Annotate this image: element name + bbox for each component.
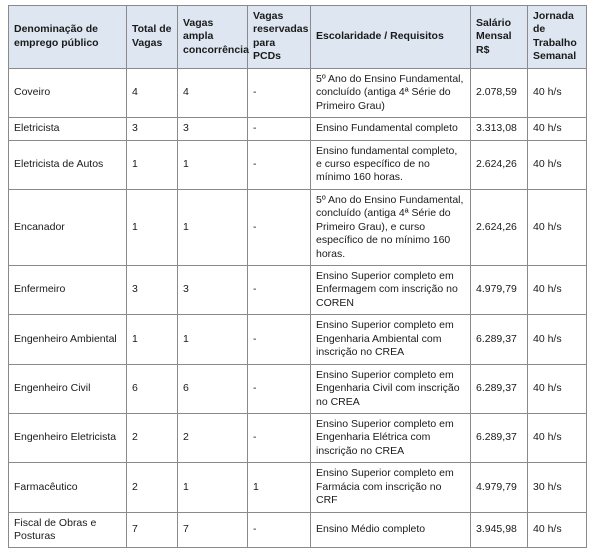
cell-total-vagas [127,413,178,462]
cell-jornada [528,68,587,117]
cell-jornada [528,140,587,189]
cell-denominacao [9,315,127,364]
table-header [9,6,587,69]
cell-jornada [528,463,587,512]
cell-denominacao-text: Farmacêutico [14,480,78,493]
cell-vagas-pcd-text: - [253,220,257,233]
cell-total-vagas-text: 6 [132,382,138,395]
cell-vagas-pcd [248,413,311,462]
cell-vagas-ampla-text: 6 [183,382,189,395]
cell-jornada-text: 40 h/s [533,523,562,536]
cell-vagas-ampla-text: 1 [183,480,189,493]
cell-denominacao [9,189,127,265]
vacancy-table-container [8,5,586,548]
cell-salario [471,315,528,364]
cell-total-vagas [127,189,178,265]
cell-salario-text: 3.313,08 [476,122,517,135]
cell-denominacao [9,463,127,512]
cell-total-vagas-text: 1 [132,157,138,170]
table-body [9,68,587,548]
table-row [9,315,587,364]
cell-total-vagas-text: 2 [132,480,138,493]
cell-total-vagas-text: 2 [132,431,138,444]
cell-denominacao [9,266,127,315]
cell-denominacao-text: Engenheiro Ambiental [14,332,117,345]
cell-salario-text: 4.979,79 [476,283,517,296]
cell-escolaridade [311,118,471,140]
cell-total-vagas [127,140,178,189]
cell-escolaridade [311,189,471,265]
cell-jornada-text: 40 h/s [533,157,562,170]
cell-vagas-pcd-text: - [253,122,257,135]
cell-salario [471,413,528,462]
cell-salario [471,68,528,117]
table-row [9,413,587,462]
cell-escolaridade [311,266,471,315]
cell-total-vagas-text: 4 [132,86,138,99]
cell-jornada-text: 40 h/s [533,431,562,444]
cell-vagas-ampla-text: 1 [183,220,189,233]
table-row [9,68,587,117]
cell-denominacao [9,118,127,140]
cell-vagas-pcd-text: - [253,523,257,536]
cell-vagas-ampla [178,512,248,548]
cell-total-vagas [127,463,178,512]
cell-vagas-ampla-text: 3 [183,122,189,135]
cell-vagas-ampla [178,463,248,512]
cell-denominacao-text: Engenheiro Civil [14,382,91,395]
cell-salario-text: 6.289,37 [476,431,517,444]
cell-total-vagas-text: 3 [132,283,138,296]
cell-salario-text: 2.624,26 [476,220,517,233]
column-header-salario: Salário Mensal R$ [471,6,528,69]
table-row [9,189,587,265]
cell-vagas-pcd-text: - [253,431,257,444]
cell-jornada-text: 40 h/s [533,283,562,296]
cell-denominacao-text: Fiscal de Obras e Posturas [14,516,97,542]
cell-escolaridade-text: Ensino Médio completo [316,523,426,536]
cell-jornada-text: 40 h/s [533,86,562,99]
cell-vagas-pcd [248,364,311,413]
table-row [9,512,587,548]
cell-vagas-pcd [248,463,311,512]
cell-total-vagas-text: 1 [132,332,138,345]
cell-salario [471,512,528,548]
cell-total-vagas [127,266,178,315]
cell-salario-text: 6.289,37 [476,332,517,345]
cell-salario [471,189,528,265]
table-row [9,266,587,315]
cell-vagas-ampla [178,413,248,462]
cell-denominacao-text: Coveiro [14,86,51,99]
cell-denominacao [9,364,127,413]
cell-jornada-text: 40 h/s [533,332,562,345]
cell-escolaridade-text: Ensino Superior completo em Enfermagem com inscrição no COREN [316,270,458,309]
header-row [9,6,587,69]
cell-vagas-pcd [248,512,311,548]
cell-jornada [528,512,587,548]
cell-total-vagas-text: 7 [132,523,138,536]
cell-escolaridade-text: 5º Ano do Ensino Fundamental, concluído (antiga 4ª Série do Primeiro Grau), e curso específico de no mínimo 160 horas. [316,193,464,260]
cell-vagas-ampla [178,364,248,413]
cell-denominacao [9,512,127,548]
cell-vagas-pcd [248,140,311,189]
cell-escolaridade [311,140,471,189]
cell-vagas-ampla [178,266,248,315]
cell-jornada [528,364,587,413]
cell-denominacao-text: Eletricista [14,122,60,135]
cell-denominacao-text: Enfermeiro [14,283,66,296]
cell-vagas-pcd [248,189,311,265]
cell-vagas-ampla [178,189,248,265]
cell-denominacao [9,68,127,117]
cell-jornada-text: 30 h/s [533,480,562,493]
cell-escolaridade-text: Ensino Superior completo em Farmácia com inscrição no CRF [316,467,454,507]
cell-vagas-pcd-text: - [253,86,257,99]
cell-vagas-ampla [178,140,248,189]
cell-escolaridade-text: Ensino Superior completo em Engenharia Elétrica com inscrição no CREA [316,417,454,457]
cell-denominacao-text: Engenheiro Eletricista [14,431,117,444]
cell-jornada [528,266,587,315]
cell-jornada [528,118,587,140]
cell-salario-text: 2.624,26 [476,157,517,170]
column-header-total-vagas: Total de Vagas [127,6,178,69]
cell-vagas-ampla [178,315,248,364]
cell-jornada [528,315,587,364]
cell-salario [471,118,528,140]
cell-vagas-pcd-text: - [253,382,257,395]
cell-escolaridade [311,413,471,462]
cell-vagas-pcd-text: - [253,157,257,170]
cell-jornada-text: 40 h/s [533,220,562,233]
cell-escolaridade-text: Ensino Fundamental completo [316,122,458,135]
cell-escolaridade [311,364,471,413]
cell-escolaridade [311,68,471,117]
cell-total-vagas [127,68,178,117]
cell-denominacao-text: Eletricista de Autos [14,157,104,170]
cell-jornada-text: 40 h/s [533,382,562,395]
cell-escolaridade-text: Ensino Superior completo em Engenharia Ambiental com inscrição no CREA [316,319,454,359]
cell-total-vagas [127,315,178,364]
cell-vagas-pcd [248,266,311,315]
cell-vagas-ampla-text: 1 [183,157,189,170]
column-header-jornada: Jornada de Trabalho Semanal [528,6,587,69]
cell-vagas-pcd [248,315,311,364]
column-header-vagas-pcd: Vagas reservadas para PCDs [248,6,311,69]
cell-total-vagas [127,118,178,140]
cell-escolaridade-text: Ensino Superior completo em Engenharia Civil com inscrição no CREA [316,368,460,408]
cell-vagas-pcd-text: - [253,283,257,296]
column-header-escolaridade: Escolaridade / Requisitos [311,6,471,69]
cell-salario [471,364,528,413]
cell-vagas-ampla [178,118,248,140]
cell-denominacao [9,413,127,462]
table-row [9,118,587,140]
cell-vagas-pcd [248,118,311,140]
cell-salario [471,463,528,512]
table-row [9,364,587,413]
cell-vagas-ampla-text: 2 [183,431,189,444]
cell-escolaridade [311,512,471,548]
cell-denominacao [9,140,127,189]
column-header-denominacao: Denominação de emprego público [9,6,127,69]
cell-vagas-ampla-text: 7 [183,523,189,536]
cell-escolaridade [311,463,471,512]
public-employment-vacancy-table [8,5,587,548]
cell-total-vagas [127,512,178,548]
cell-salario [471,266,528,315]
cell-vagas-pcd [248,68,311,117]
cell-vagas-ampla-text: 3 [183,283,189,296]
cell-salario-text: 2.078,59 [476,86,517,99]
cell-salario-text: 4.979,79 [476,480,517,493]
cell-escolaridade-text: 5º Ano do Ensino Fundamental, concluído (antiga 4ª Série do Primeiro Grau) [316,72,464,112]
cell-salario-text: 3.945,98 [476,523,517,536]
cell-escolaridade [311,315,471,364]
cell-escolaridade-text: Ensino fundamental completo, e curso específico de no mínimo 160 horas. [316,144,458,184]
cell-total-vagas-text: 1 [132,220,138,233]
cell-vagas-ampla-text: 4 [183,86,189,99]
cell-jornada [528,413,587,462]
table-row [9,140,587,189]
cell-total-vagas [127,364,178,413]
cell-vagas-pcd-text: - [253,332,257,345]
cell-salario-text: 6.289,37 [476,382,517,395]
table-row [9,463,587,512]
cell-salario [471,140,528,189]
cell-jornada [528,189,587,265]
cell-jornada-text: 40 h/s [533,122,562,135]
cell-vagas-pcd-text: 1 [253,480,259,493]
cell-vagas-ampla-text: 1 [183,332,189,345]
cell-total-vagas-text: 3 [132,122,138,135]
cell-denominacao-text: Encanador [14,220,65,233]
column-header-vagas-ampla: Vagas ampla concorrência [178,6,248,69]
cell-vagas-ampla [178,68,248,117]
